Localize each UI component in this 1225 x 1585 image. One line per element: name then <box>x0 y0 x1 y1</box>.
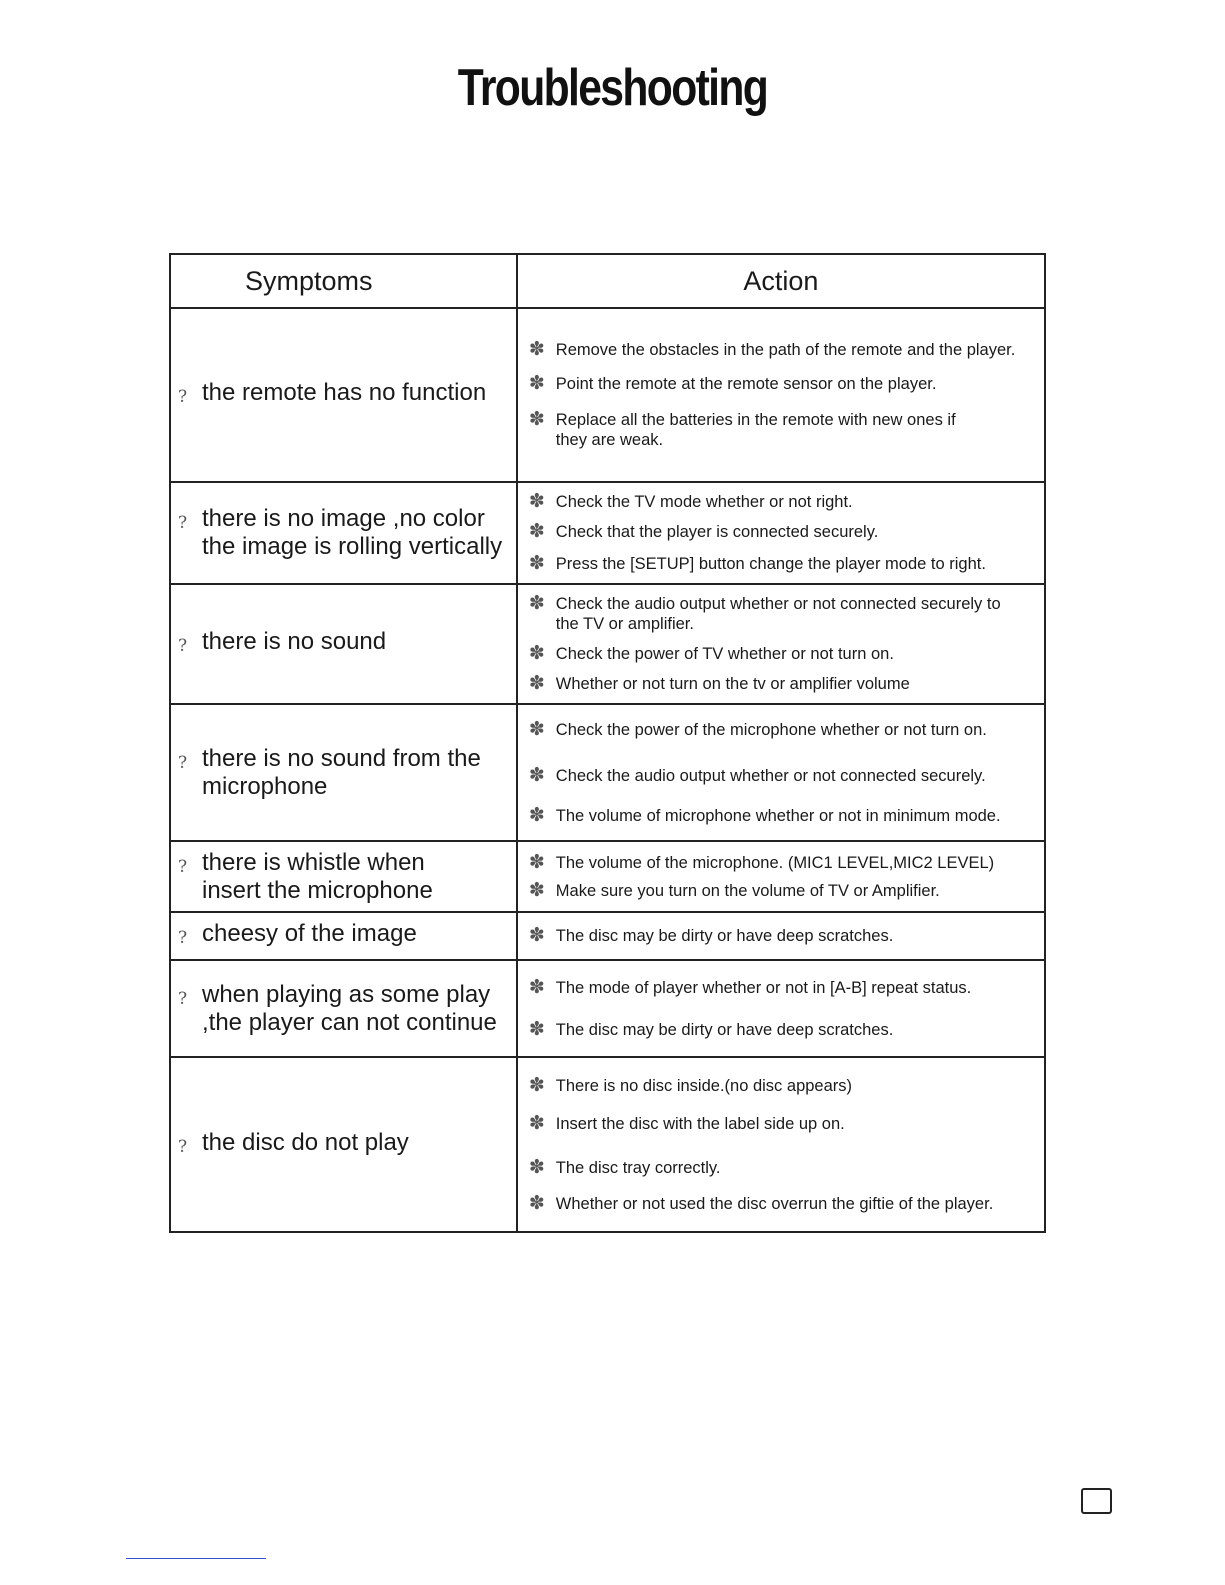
flower-bullet-icon: ✽ <box>528 339 545 360</box>
action-text: Replace all the batteries in the remote with new ones if they are weak. <box>555 411 956 449</box>
action-item <box>526 374 1038 394</box>
action-cell <box>517 912 1045 960</box>
symptom-cell <box>170 584 517 704</box>
flower-bullet-icon: ✽ <box>528 521 545 542</box>
flower-bullet-icon: ✽ <box>528 804 545 826</box>
symptom-cell <box>170 960 517 1057</box>
table-body <box>170 308 1045 1232</box>
flower-bullet-icon: ✽ <box>528 593 545 614</box>
action-item <box>526 1114 1038 1134</box>
symptom-text: when playing as some play ,the player can not continue <box>202 980 497 1036</box>
footer-rule <box>126 1558 266 1559</box>
action-text: Check the power of TV whether or not turn on. <box>555 645 894 663</box>
action-text: The mode of player whether or not in [A-B] repeat status. <box>555 978 972 997</box>
action-cell <box>517 584 1045 704</box>
action-text: Check the TV mode whether or not right. <box>555 493 853 511</box>
symptom-cell <box>170 912 517 960</box>
question-mark-icon: ? <box>178 856 188 877</box>
action-item <box>526 881 1038 901</box>
symptom-entry <box>171 505 516 561</box>
action-text: Whether or not used the disc overrun the giftie of the player. <box>555 1194 994 1213</box>
table-row <box>170 1057 1045 1232</box>
action-cell <box>517 841 1045 912</box>
action-item <box>526 1194 1038 1214</box>
table-row <box>170 960 1045 1057</box>
action-item <box>526 554 1038 574</box>
symptom-entry <box>171 628 516 660</box>
flower-bullet-icon: ✽ <box>528 673 545 694</box>
table-row <box>170 308 1045 482</box>
symptom-text: cheesy of the image <box>202 920 417 947</box>
flower-bullet-icon: ✽ <box>528 643 545 664</box>
action-item <box>526 1076 1038 1096</box>
page-number-box <box>1081 1488 1112 1514</box>
action-text: The volume of microphone whether or not in minimum mode. <box>555 806 1001 825</box>
flower-bullet-icon: ✽ <box>528 1112 545 1134</box>
action-item <box>526 926 1038 946</box>
action-item <box>526 1158 1038 1178</box>
page-title: Troubleshooting <box>457 59 768 117</box>
action-item <box>526 978 1038 998</box>
table-header-row <box>170 254 1045 308</box>
flower-bullet-icon: ✽ <box>528 976 545 998</box>
symptom-cell <box>170 308 517 482</box>
flower-bullet-icon: ✽ <box>528 1192 545 1214</box>
question-mark-icon: ? <box>178 387 188 407</box>
action-item <box>526 340 1038 360</box>
action-cell <box>517 704 1045 841</box>
action-text: Point the remote at the remote sensor on the player. <box>555 375 937 393</box>
flower-bullet-icon: ✽ <box>528 553 545 574</box>
flower-bullet-icon: ✽ <box>528 879 545 901</box>
table-row <box>170 584 1045 704</box>
question-mark-icon: ? <box>178 988 188 1009</box>
flower-bullet-icon: ✽ <box>528 718 545 740</box>
flower-bullet-icon: ✽ <box>528 1018 545 1040</box>
action-item <box>526 1020 1038 1040</box>
action-text: There is no disc inside.(no disc appears) <box>555 1076 853 1095</box>
question-mark-icon: ? <box>178 928 188 948</box>
symptom-cell <box>170 841 517 912</box>
action-item <box>526 492 1038 512</box>
symptom-entry <box>171 379 516 411</box>
action-item <box>526 594 1038 634</box>
action-text: The volume of the microphone. (MIC1 LEVEL,MIC2 LEVEL) <box>555 853 995 872</box>
action-item <box>526 674 1038 694</box>
action-cell <box>517 960 1045 1057</box>
flower-bullet-icon: ✽ <box>528 373 545 394</box>
symptom-text: there is no sound <box>202 628 387 655</box>
action-cell <box>517 308 1045 482</box>
question-mark-icon: ? <box>178 1136 188 1157</box>
symptom-text: there is no image ,no color the image is rolling vertically <box>202 505 503 560</box>
action-item <box>526 766 1038 786</box>
action-header: Action <box>517 254 1045 308</box>
action-text: Check the audio output whether or not connected securely. <box>555 766 986 785</box>
symptom-text: there is whistle when insert the microphone <box>202 848 433 904</box>
action-text: Check that the player is connected securely. <box>555 523 879 541</box>
symptom-entry <box>171 981 516 1037</box>
action-item <box>526 720 1038 740</box>
symptom-text: the disc do not play <box>202 1128 409 1156</box>
action-item <box>526 644 1038 664</box>
action-item <box>526 522 1038 542</box>
table-row <box>170 704 1045 841</box>
action-cell <box>517 1057 1045 1232</box>
symptom-cell <box>170 1057 517 1232</box>
flower-bullet-icon: ✽ <box>528 1074 545 1096</box>
action-cell <box>517 482 1045 584</box>
symptoms-header: Symptoms <box>170 254 517 308</box>
symptom-text: the remote has no function <box>202 379 487 406</box>
flower-bullet-icon: ✽ <box>528 764 545 786</box>
table-row <box>170 841 1045 912</box>
question-mark-icon: ? <box>178 513 188 533</box>
table-row <box>170 482 1045 584</box>
symptom-cell <box>170 704 517 841</box>
question-mark-icon: ? <box>178 636 188 656</box>
action-item <box>526 853 1038 873</box>
question-mark-icon: ? <box>178 752 188 773</box>
troubleshooting-table <box>169 253 1046 1233</box>
action-text: Remove the obstacles in the path of the remote and the player. <box>555 341 1016 359</box>
action-text: Make sure you turn on the volume of TV or Amplifier. <box>555 881 940 900</box>
table-row <box>170 912 1045 960</box>
symptom-entry <box>171 745 516 801</box>
action-text: The disc tray correctly. <box>555 1158 721 1177</box>
symptom-text: there is no sound from the microphone <box>202 744 481 800</box>
action-text: Insert the disc with the label side up on. <box>555 1114 845 1133</box>
action-item <box>526 806 1038 826</box>
action-text: Press the [SETUP] button change the player mode to right. <box>555 555 986 573</box>
action-text: The disc may be dirty or have deep scratches. <box>555 1020 894 1039</box>
symptom-entry <box>171 920 516 952</box>
action-item <box>526 410 1038 450</box>
symptom-entry <box>171 1129 516 1161</box>
action-text: Check the power of the microphone whether or not turn on. <box>555 720 987 739</box>
symptom-cell <box>170 482 517 584</box>
action-text: The disc may be dirty or have deep scratches. <box>555 927 894 945</box>
flower-bullet-icon: ✽ <box>528 925 545 946</box>
flower-bullet-icon: ✽ <box>528 491 545 512</box>
action-text: Whether or not turn on the tv or amplifier volume <box>555 675 910 693</box>
flower-bullet-icon: ✽ <box>528 851 545 873</box>
flower-bullet-icon: ✽ <box>528 1156 545 1178</box>
flower-bullet-icon: ✽ <box>528 409 545 430</box>
action-text: Check the audio output whether or not connected securely to the TV or amplifier. <box>555 595 1001 633</box>
symptom-entry <box>171 849 516 905</box>
